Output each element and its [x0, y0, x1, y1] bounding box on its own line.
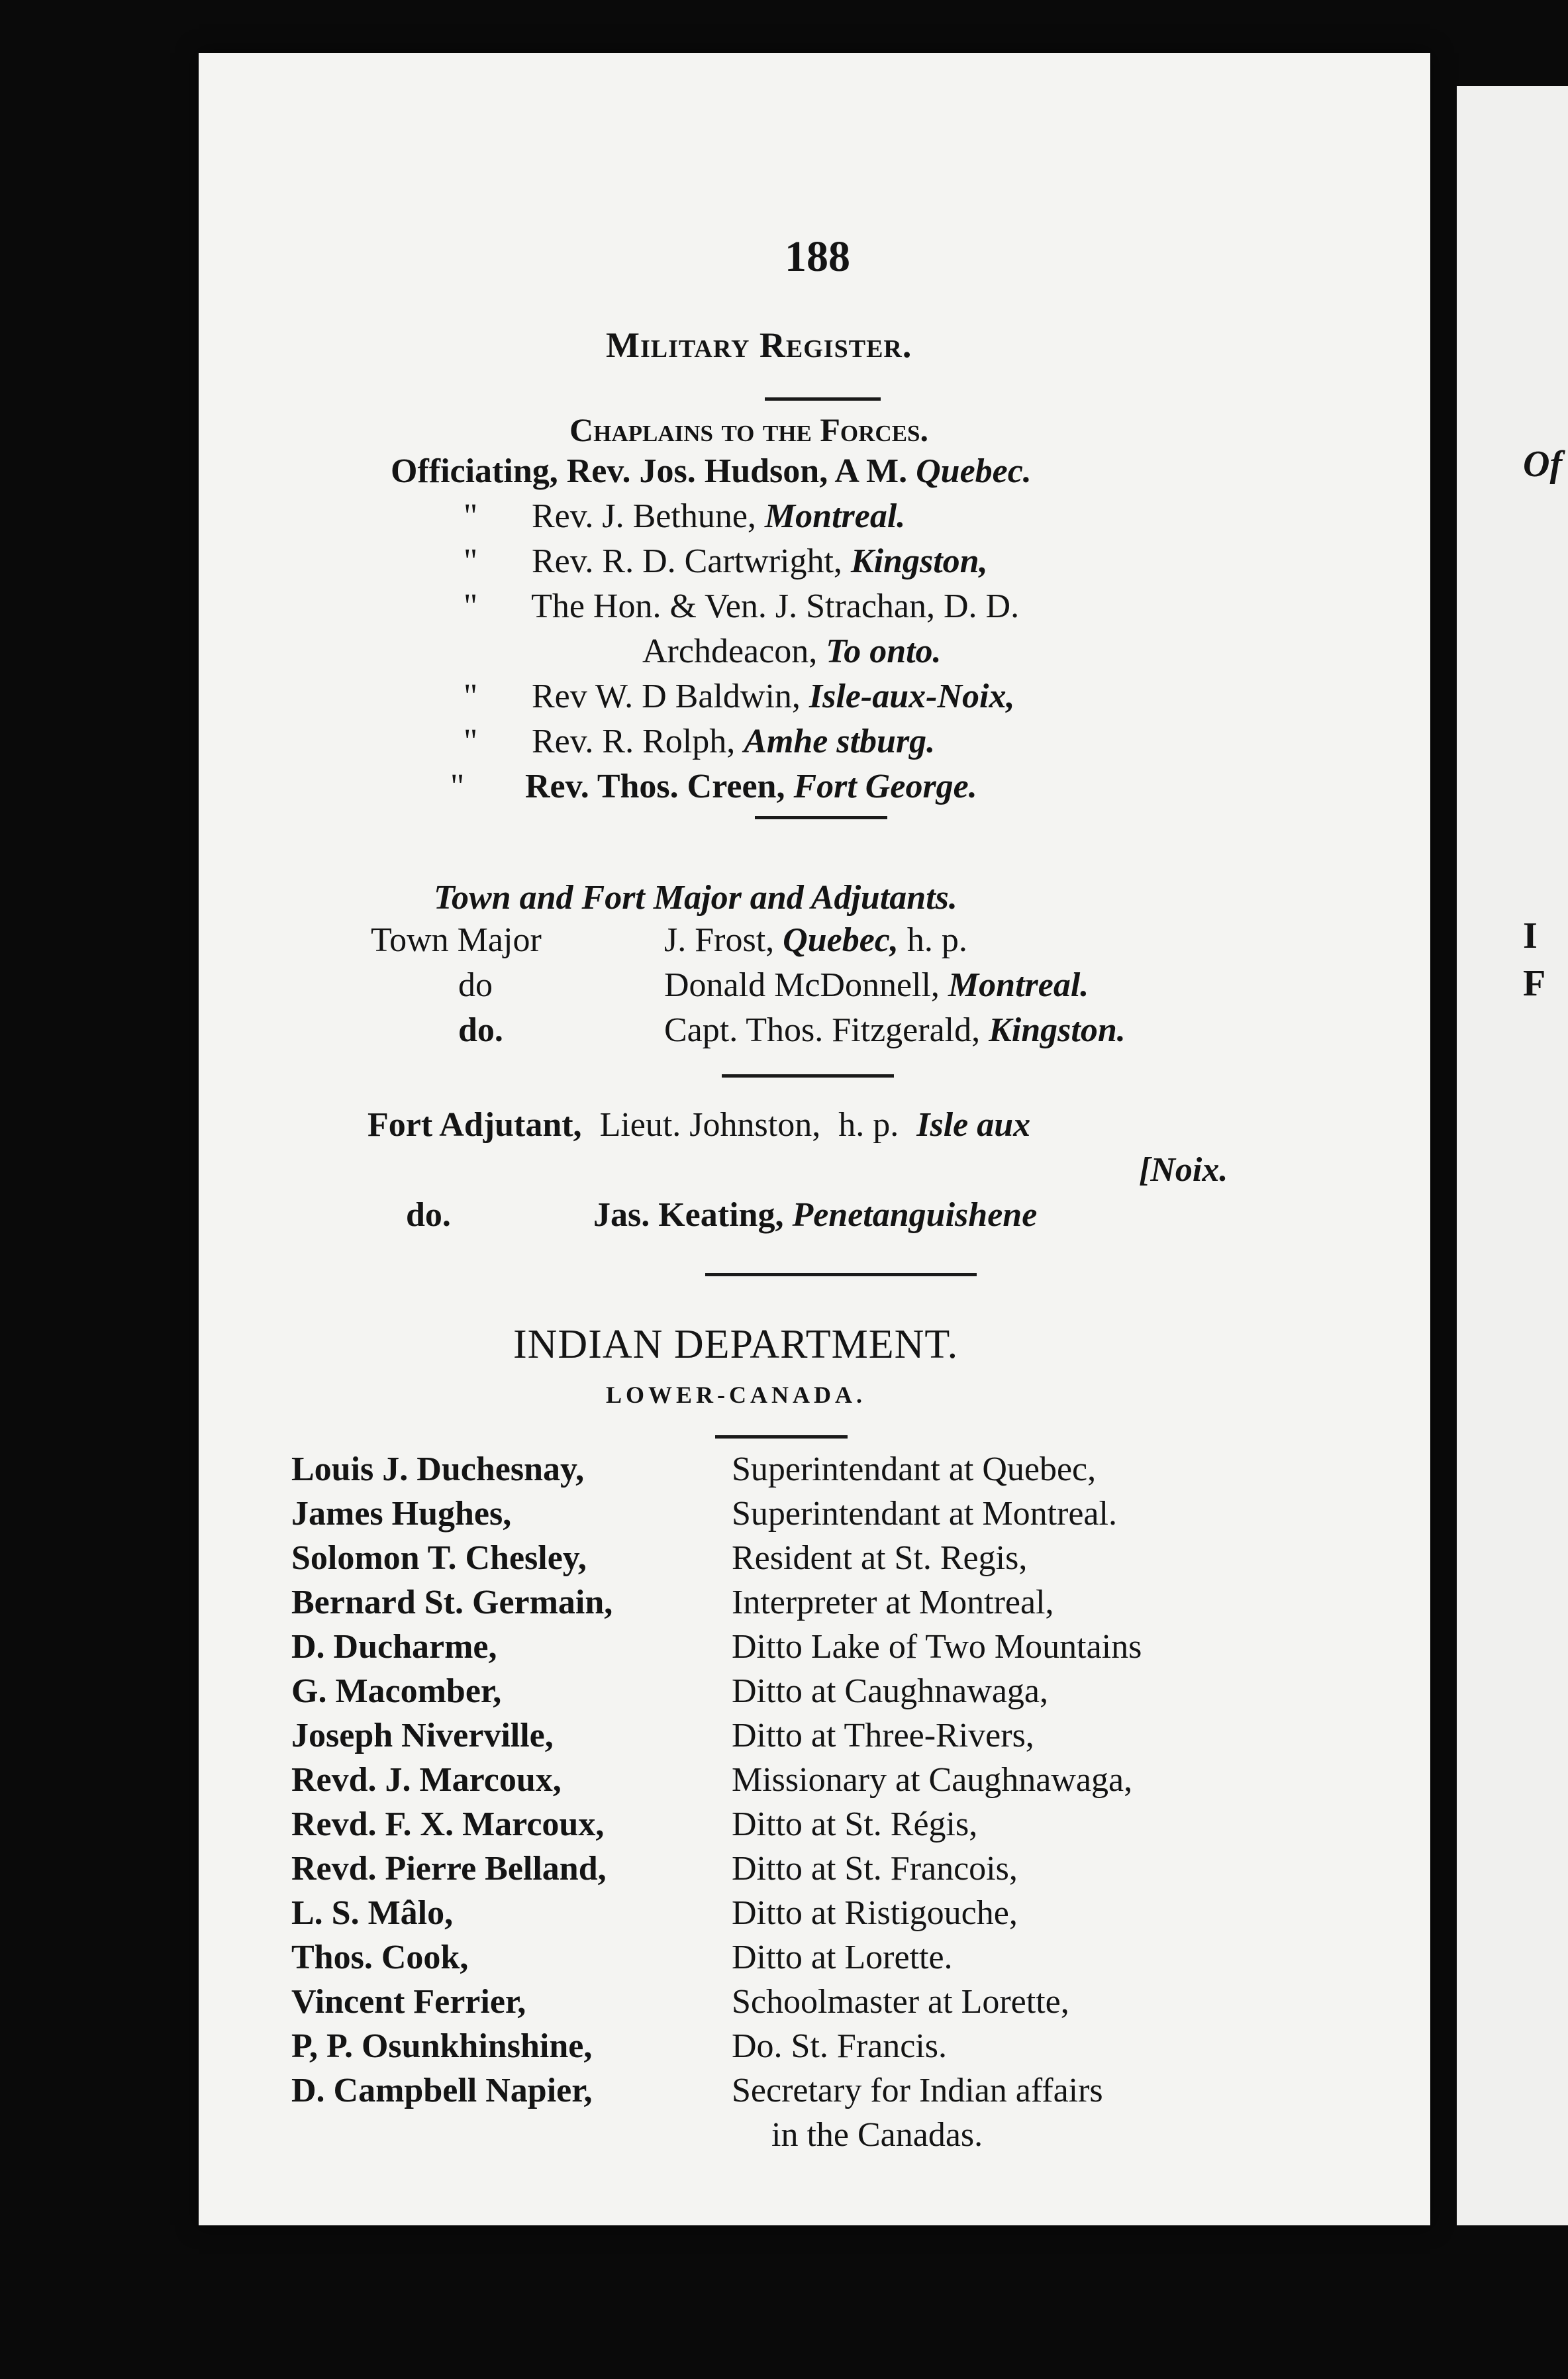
page-title: Military Register.	[606, 325, 912, 365]
chaplains-heading: Chaplains to the Forces.	[569, 411, 928, 448]
officer-name: Solomon T. Chesley,	[291, 1539, 587, 1577]
officer-name: D. Ducharme,	[291, 1628, 497, 1666]
officer-name: Louis J. Duchesnay,	[291, 1450, 585, 1488]
adjutant-entry: do. Jas. Keating, Penetanguishene	[406, 1196, 1038, 1234]
officer-role: in the Canadas.	[771, 2116, 983, 2154]
chaplains-list	[391, 449, 1032, 809]
officer-name: Revd. Pierre Belland,	[291, 1850, 607, 1888]
major-entry: Town Major J. Frost, Quebec, h. p.	[371, 921, 967, 959]
majors-list	[371, 918, 1126, 1053]
indian-department-rule	[715, 1435, 848, 1439]
officer-name: Bernard St. Germain,	[291, 1584, 613, 1621]
chaplain-entry: " Rev. J. Bethune, Montreal.	[464, 497, 906, 535]
officer-role: Do. St. Francis.	[732, 2027, 947, 2065]
chaplain-entry: " Rev. R. Rolph, Amhe stburg.	[464, 723, 936, 760]
next-page-edge	[1457, 86, 1568, 2225]
adjutant-continuation: [Noix.	[1139, 1151, 1228, 1189]
next-page-letter: F	[1523, 963, 1546, 1004]
officer-name: Revd. J. Marcoux,	[291, 1761, 562, 1799]
chaplain-entry: " The Hon. & Ven. J. Strachan, D. D.	[464, 587, 1020, 625]
chaplain-entry: " Rev. R. D. Cartwright, Kingston,	[464, 542, 988, 580]
indian-department-heading: INDIAN DEPARTMENT.	[513, 1322, 959, 1367]
officer-name: D. Campbell Napier,	[291, 2072, 593, 2109]
majors-rule	[722, 1074, 894, 1078]
officer-name: Joseph Niverville,	[291, 1717, 554, 1754]
chaplain-entry: Officiating, Rev. Jos. Hudson, A M. Quebec.	[391, 452, 1032, 490]
officer-role: Secretary for Indian affairs	[732, 2072, 1103, 2109]
indian-roles-column	[732, 1447, 1142, 2157]
adjutants-rule	[705, 1273, 977, 1276]
officer-role: Ditto at Lorette.	[732, 1939, 953, 1976]
page-number: 188	[785, 232, 850, 281]
officer-name: Thos. Cook,	[291, 1939, 469, 1976]
chaplains-rule	[755, 816, 887, 819]
officer-name: P, P. Osunkhinshine,	[291, 2027, 593, 2065]
officer-name: Vincent Ferrier,	[291, 1983, 526, 2021]
adjutants-list	[368, 1103, 1228, 1238]
majors-heading: Town and Fort Major and Adjutants.	[434, 879, 957, 917]
lower-canada-subheading: LOWER-CANADA.	[606, 1382, 866, 1408]
major-entry: do. Capt. Thos. Fitzgerald, Kingston.	[458, 1011, 1126, 1049]
officer-role: Resident at St. Regis,	[732, 1539, 1028, 1577]
chaplain-entry: " Rev W. D Baldwin, Isle-aux-Noix,	[464, 678, 1015, 715]
officer-name: L. S. Mâlo,	[291, 1894, 454, 1932]
next-page-letter: I	[1523, 915, 1538, 956]
adjutant-entry: Fort Adjutant, Lieut. Johnston, h. p. Isle aux	[368, 1106, 1031, 1144]
officer-name: G. Macomber,	[291, 1672, 502, 1710]
officer-role: Ditto at Caughnawaga,	[732, 1672, 1048, 1710]
indian-names-column	[291, 1447, 612, 2113]
next-page-letter: Of	[1523, 444, 1563, 485]
officer-role: Ditto at St. Francois,	[732, 1850, 1018, 1888]
title-rule	[765, 397, 881, 401]
major-entry: do Donald McDonnell, Montreal.	[458, 966, 1089, 1004]
officer-role: Missionary at Caughnawaga,	[732, 1761, 1133, 1799]
chaplain-entry: Archdeacon, To onto.	[642, 633, 942, 670]
officer-role: Superintendant at Quebec,	[732, 1450, 1097, 1488]
officer-role: Schoolmaster at Lorette,	[732, 1983, 1069, 2021]
officer-role: Ditto at Ristigouche,	[732, 1894, 1018, 1932]
next-page-fragment	[1523, 440, 1568, 1007]
chaplain-entry: " Rev. Thos. Creen, Fort George.	[450, 768, 977, 805]
officer-role: Ditto at St. Régis,	[732, 1805, 978, 1843]
officer-role: Interpreter at Montreal,	[732, 1584, 1054, 1621]
officer-name: James Hughes,	[291, 1495, 512, 1533]
officer-name: Revd. F. X. Marcoux,	[291, 1805, 605, 1843]
officer-role: Ditto Lake of Two Mountains	[732, 1628, 1142, 1666]
officer-role: Superintendant at Montreal.	[732, 1495, 1117, 1533]
officer-role: Ditto at Three-Rivers,	[732, 1717, 1034, 1754]
